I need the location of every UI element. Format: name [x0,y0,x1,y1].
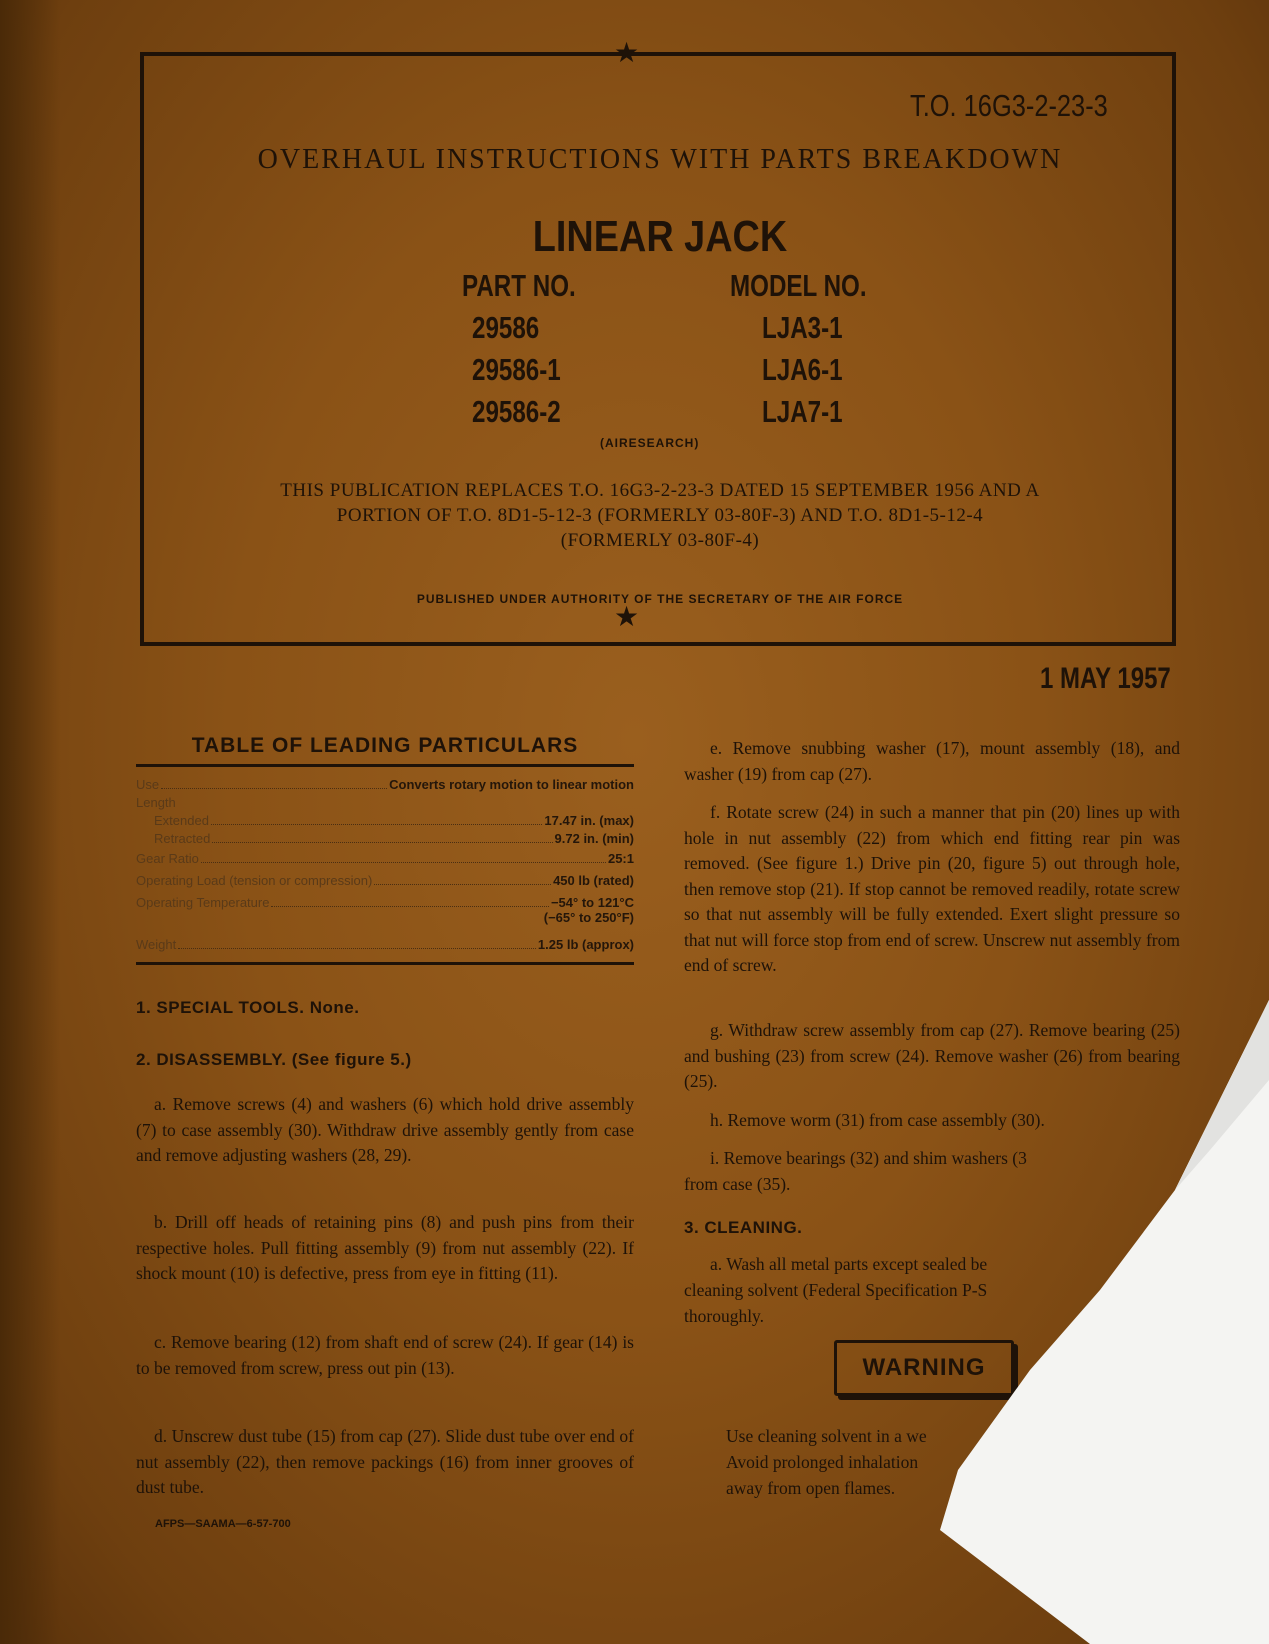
star-ornament-bottom: ★ [614,602,640,633]
row-label: Extended [154,813,209,828]
row-label: Weight [136,937,177,952]
step-paragraph: a. Remove screws (4) and washers (6) which hold drive assembly (7) to case assembly (30). Withdraw drive assembly gently from case and remove adjusting washers (28, 29). [136,1094,634,1165]
step-paragraph: g. Withdraw screw assembly from cap (27). Remove bearing (25) and bushing (23) from screw (24). Remove washer (26) from bearing (25). [684,1020,1180,1091]
section-heading: 2. DISASSEMBLY. (See figure 5.) [136,1050,412,1069]
part-number: 29586 [472,310,540,345]
row-value: −54° to 121°C [550,895,634,910]
row-label: Gear Ratio [136,851,199,866]
step-paragraph: h. Remove worm (31) from case assembly (30). [710,1110,1045,1130]
step-paragraph: e. Remove snubbing washer (17), mount assembly (18), and washer (19) from cap (27). [684,738,1180,784]
step-paragraph-continued: cleaning solvent (Federal Specification P-S [684,1280,988,1300]
publication-date: 1 MAY 1957 [1040,662,1171,695]
row-value: 17.47 in. (max) [544,813,634,828]
step-paragraph-continued: thoroughly. [684,1306,765,1326]
supersedes-line: THIS PUBLICATION REPLACES T.O. 16G3-2-23-3 DATED 15 SEPTEMBER 1956 AND A [280,480,1040,501]
warning-box: WARNING [834,1340,1014,1396]
row-label: Length [136,795,176,810]
authority-notice: PUBLISHED UNDER AUTHORITY OF THE SECRETARY OF THE AIR FORCE [416,592,904,606]
temperature-fahrenheit: (−65° to 250°F) [543,910,634,925]
section-heading: 1. SPECIAL TOOLS. None. [136,998,360,1017]
step-paragraph: f. Rotate screw (24) in such a manner that pin (20) lines up with hole in nut assembly (22) from which end fitting rear pin was removed. (See figure 1.) Drive pin (20, figure 5) out through hole, then remove stop (21). If stop cannot be removed readily, rotate screw so that nut assembly will be fully extended. Exert slight pressure so that nut will force stop from end of screw. Unscrew nut assembly from end of screw. [684,802,1180,975]
step-paragraph: b. Drill off heads of retaining pins (8) and push pins from their respective holes. Pull fitting assembly (9) from nut assembly (22). If shock mount (10) is defective, press from eye in fitting (11). [136,1212,634,1283]
warning-text: away from open flames. [726,1478,896,1498]
document-title: OVERHAUL INSTRUCTIONS WITH PARTS BREAKDOWN [257,144,1063,175]
part-number: 29586-1 [472,352,561,387]
product-name: LINEAR JACK [532,212,788,261]
supersedes-line: PORTION OF T.O. 8D1-5-12-3 (FORMERLY 03-80F-3) AND T.O. 8D1-5-12-4 [336,505,984,526]
supersedes-line: (FORMERLY 03-80F-4) [560,530,760,551]
part-number: 29586-2 [472,394,561,429]
step-paragraph-continued: from case (35). [684,1174,791,1194]
technical-order-number: T.O. 16G3-2-23-3 [910,88,1108,123]
step-paragraph: i. Remove bearings (32) and shim washers (3 [710,1148,1027,1168]
star-ornament-top: ★ [614,38,640,69]
print-code: AFPS—SAAMA—6-57-700 [155,1518,291,1530]
warning-text: Use cleaning solvent in a we [726,1426,927,1446]
row-value: 1.25 lb (approx) [537,937,634,952]
part-number-heading: PART NO. [462,268,576,303]
step-paragraph: c. Remove bearing (12) from shaft end of screw (24). If gear (14) is to be removed from screw, press out pin (13). [136,1332,634,1378]
row-label: Operating Load (tension or compression) [136,873,373,888]
model-number: LJA7-1 [762,394,843,429]
row-label: Retracted [154,831,211,846]
manufacturer-label: (AIRESEARCH) [600,436,700,450]
section-heading: 3. CLEANING. [684,1218,803,1237]
leading-particulars-title: TABLE OF LEADING PARTICULARS [191,734,579,757]
step-paragraph: d. Unscrew dust tube (15) from cap (27). Slide dust tube over end of nut assembly (22), then remove packings (16) from inner grooves of dust tube. [136,1426,634,1497]
row-label: Use [136,777,160,792]
warning-text: Avoid prolonged inhalation [726,1452,919,1472]
row-value: 25:1 [607,851,634,866]
row-value: Converts rotary motion to linear motion [389,777,634,792]
model-number-heading: MODEL NO. [730,268,867,303]
step-paragraph: a. Wash all metal parts except sealed be [710,1254,988,1274]
model-number: LJA3-1 [762,310,843,345]
row-label: Operating Temperature [136,895,270,910]
row-value: 450 lb (rated) [553,873,634,888]
row-value: 9.72 in. (min) [554,831,634,846]
model-number: LJA6-1 [762,352,843,387]
